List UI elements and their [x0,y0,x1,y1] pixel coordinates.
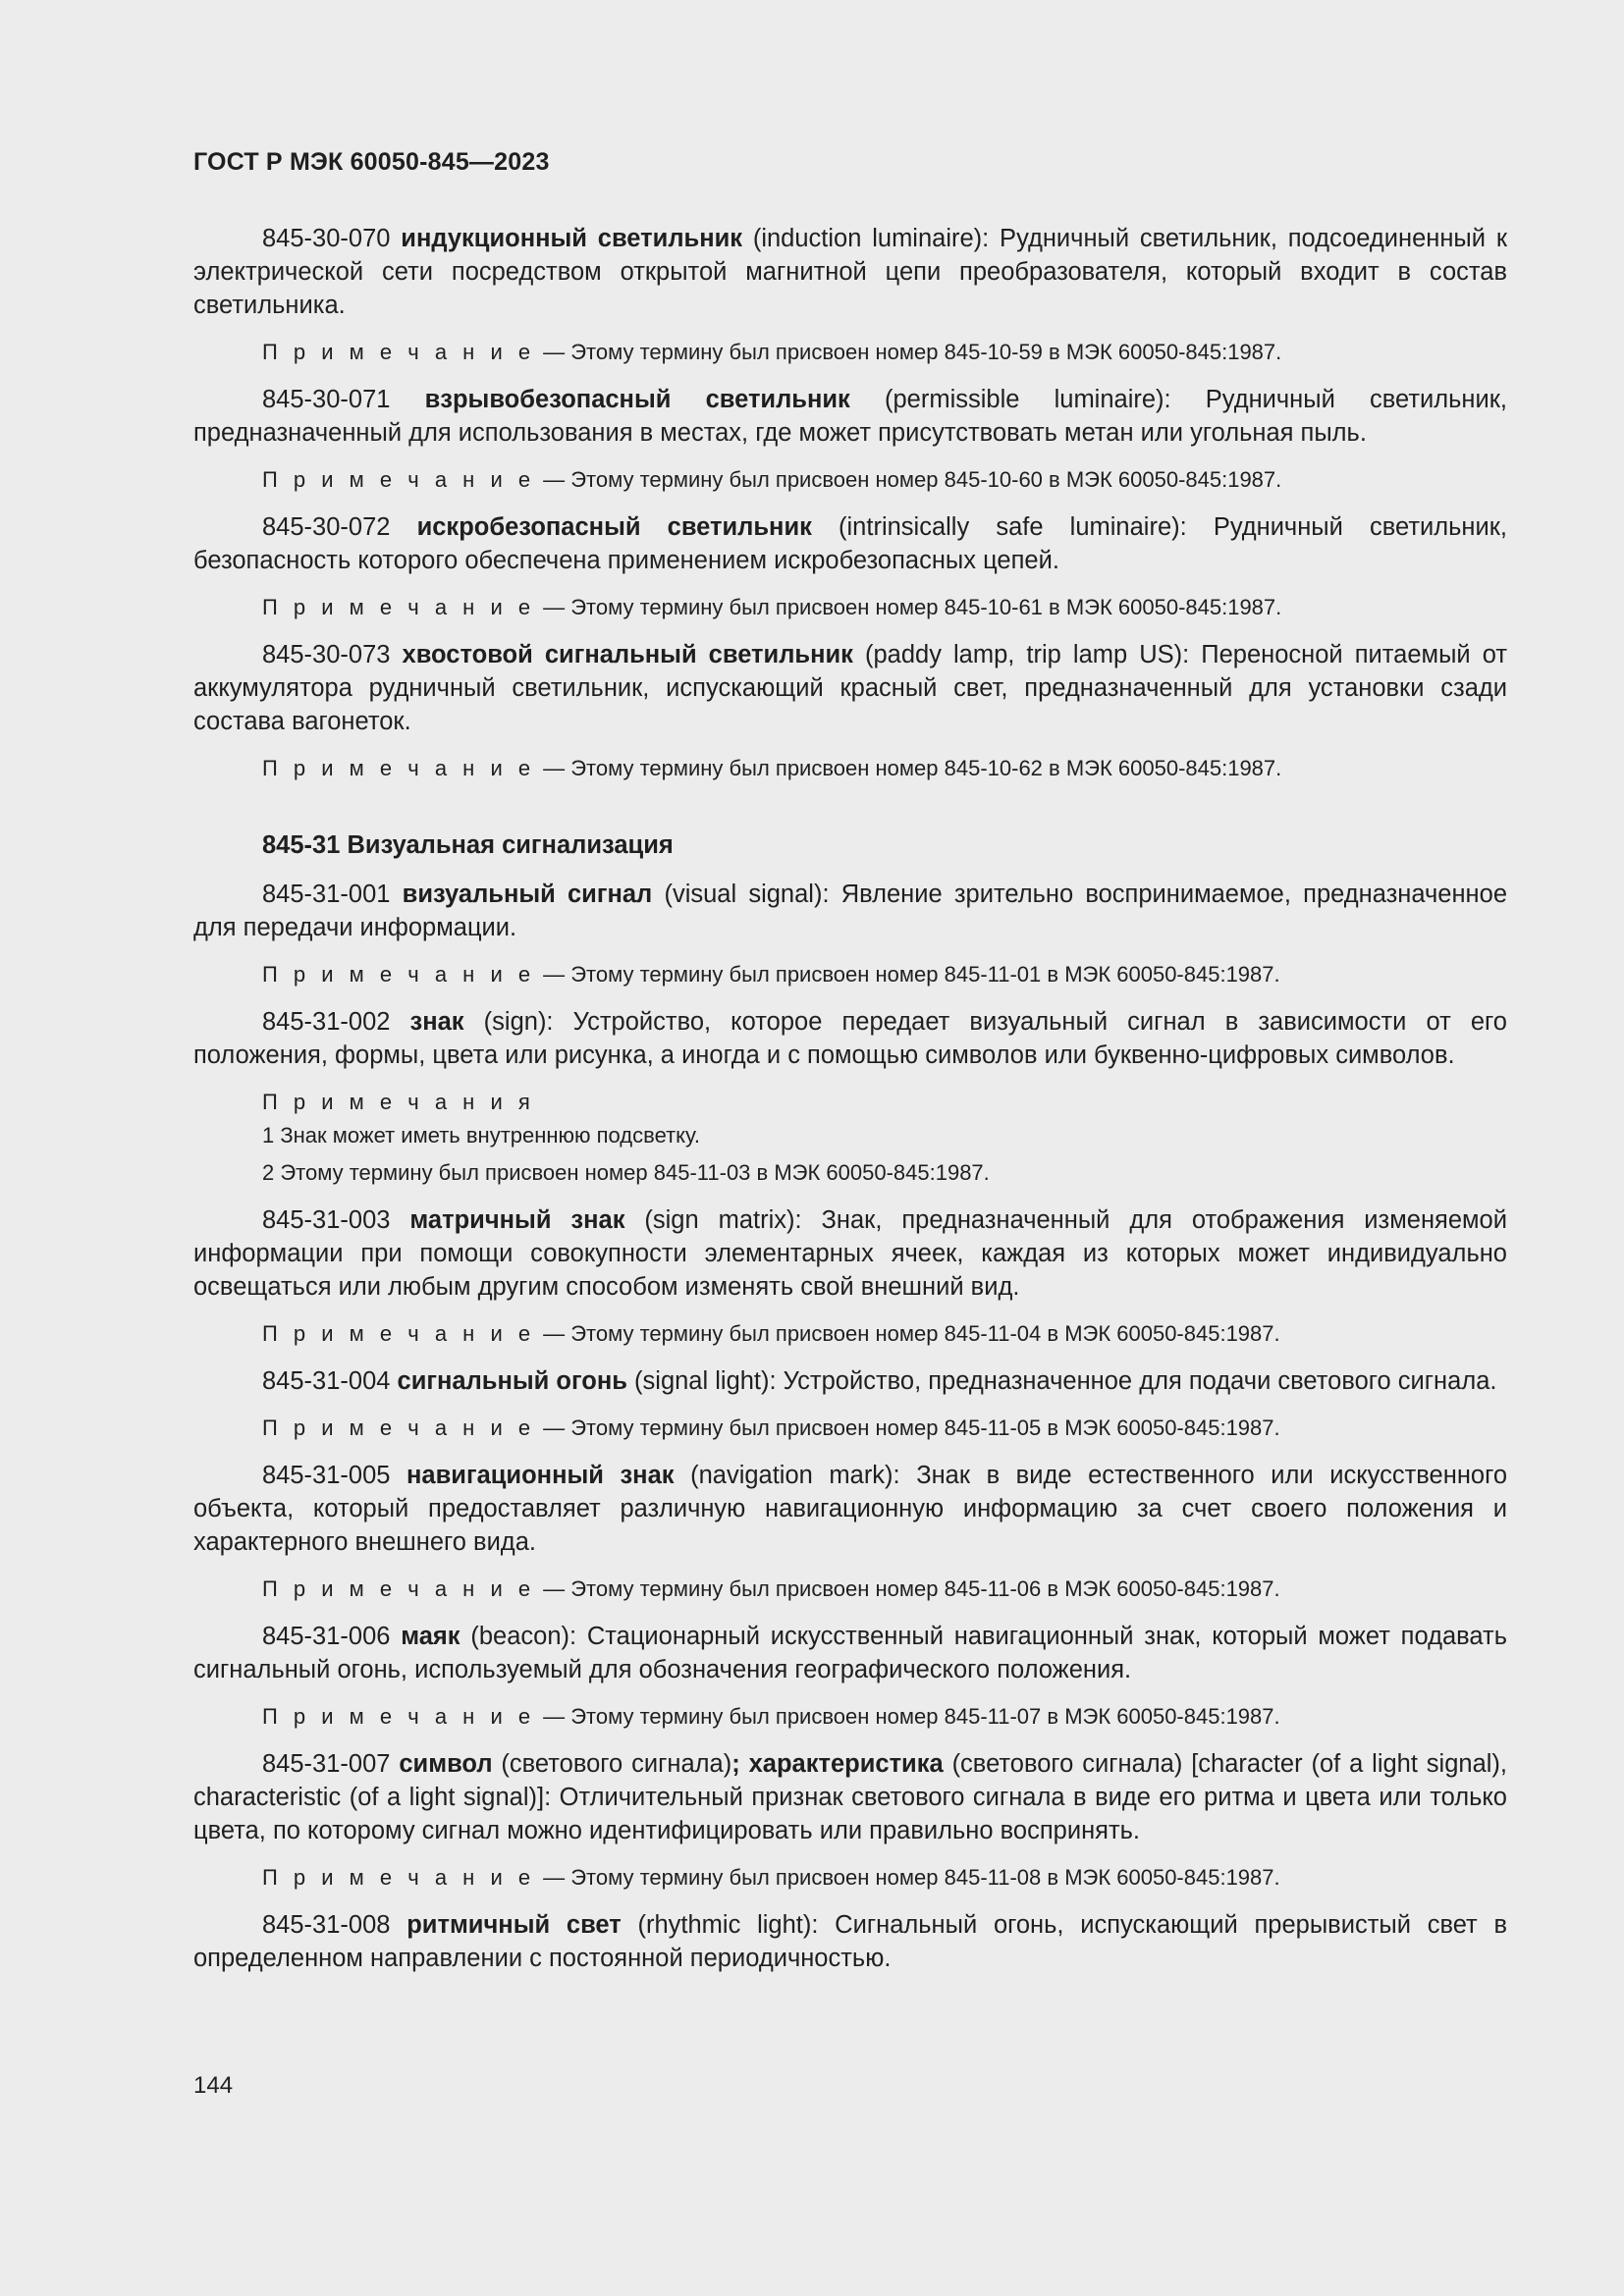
term-number: 845-30-072 [262,513,391,541]
term-name: искробезопасный светильник [416,513,812,541]
term-entry [193,1620,1507,1686]
note-text: — Этому термину был присвоен номер 845-11-01 в МЭК 60050-845:1987. [543,962,1280,987]
note-label: П р и м е ч а н и е [262,595,536,619]
term-definition: (sign matrix): Знак, предназначенный для отображения изменяемой информации при помощи совокупности элементарных ячеек, каждая из которых может индивидуально освещаться или любым другим способом изменять свой внешний вид. [193,1206,1507,1301]
notes-heading: П р и м е ч а н и я [262,1090,535,1114]
term-name: хвостовой сигнальный светильник [402,641,853,668]
note-list-item: 1 Знак может иметь внутреннюю подсветку. [262,1123,700,1148]
note-text: — Этому термину был присвоен номер 845-11-07 в МЭК 60050-845:1987. [543,1704,1280,1729]
note-text: — Этому термину был присвоен номер 845-11-08 в МЭК 60050-845:1987. [543,1865,1280,1890]
term-definition: (induction luminaire): Рудничный светильник, подсоединенный к электрической сети посредством открытой магнитной цепи преобразователя, который входит в состав светильника. [193,225,1507,319]
term-qualifier: (светового сигнала) [492,1750,732,1778]
term-number: 845-31-006 [262,1623,391,1650]
term-number: 845-31-002 [262,1008,391,1036]
term-name: взрывобезопасный светильник [424,386,850,413]
term-number: 845-30-071 [262,386,391,413]
term-definition: (beacon): Стационарный искусственный навигационный знак, который может подавать сигнальный огонь, используемый для обозначения географического положения. [193,1623,1507,1683]
note-text: — Этому термину был присвоен номер 845-10-59 в МЭК 60050-845:1987. [543,340,1282,364]
term-number: 845-31-003 [262,1206,391,1234]
note-text: — Этому термину был присвоен номер 845-10-60 в МЭК 60050-845:1987. [543,467,1282,492]
term-name-synonym: характеристика [748,1750,944,1778]
term-number: 845-31-005 [262,1462,391,1489]
term-number: 845-31-008 [262,1911,391,1939]
term-entry [193,1005,1507,1072]
note-text: — Этому термину был присвоен номер 845-11-05 в МЭК 60050-845:1987. [543,1415,1280,1440]
term-name: знак [409,1008,464,1036]
term-definition: (visual signal): Явление зрительно воспринимаемое, предназначенное для передачи информации. [193,881,1508,941]
note-label: П р и м е ч а н и е [262,962,536,987]
term-note [193,593,1507,622]
page-content [193,222,1507,1991]
term-entry [193,510,1507,577]
term-entry [193,878,1507,944]
term-number: 845-30-070 [262,225,391,252]
term-entry [193,1203,1507,1304]
term-note [193,338,1507,367]
term-name: визуальный сигнал [402,881,653,908]
term-definition: (rhythmic light): Сигнальный огонь, испускающий прерывистый свет в определенном направлении с постоянной периодичностью. [193,1911,1508,1972]
term-name: маяк [401,1623,460,1650]
term-name: навигационный знак [406,1462,675,1489]
note-label: П р и м е ч а н и е [262,1704,536,1729]
term-definition: (navigation mark): Знак в виде естественного или искусственного объекта, который предоставляет различную навигационную информацию за счет своего положения и характерного внешнего вида. [193,1462,1508,1556]
note-label: П р и м е ч а н и е [262,340,536,364]
note-text: — Этому термину был присвоен номер 845-10-61 в МЭК 60050-845:1987. [543,595,1282,619]
term-separator: ; [731,1750,749,1778]
term-name: ритмичный свет [406,1911,622,1939]
term-entry [193,1908,1507,1975]
note-text: — Этому термину был присвоен номер 845-11-04 в МЭК 60050-845:1987. [543,1321,1280,1346]
term-definition: (светового сигнала) [character (of a light signal), characteristic (of a light signal)]: Отличительный признак светового сигнала в виде его ритма и цвета или только цвета, по которому сигнал можно идентифицировать или правильно воспринять. [193,1750,1508,1844]
term-note [193,1863,1507,1893]
term-note [193,1702,1507,1732]
term-entry [193,222,1507,322]
note-label: П р и м е ч а н и е [262,1321,536,1346]
term-entry [193,383,1507,450]
term-entry [193,638,1507,738]
note-list-item: 2 Этому термину был присвоен номер 845-11-03 в МЭК 60050-845:1987. [262,1160,990,1185]
term-name: символ [399,1750,493,1778]
term-definition: (permissible luminaire): Рудничный светильник, предназначенный для использования в местах, где может присутствовать метан или угольная пыль. [193,386,1507,447]
term-note [193,754,1507,783]
note-label: П р и м е ч а н и е [262,1415,536,1440]
term-note [193,465,1507,495]
note-text: — Этому термину был присвоен номер 845-11-06 в МЭК 60050-845:1987. [543,1576,1280,1601]
term-name: индукционный светильник [401,225,743,252]
term-number: 845-30-073 [262,641,391,668]
term-entry [193,1459,1507,1559]
term-entry [193,1747,1507,1847]
term-number: 845-31-004 [262,1367,391,1395]
note-text: — Этому термину был присвоен номер 845-10-62 в МЭК 60050-845:1987. [543,756,1282,780]
term-entry [193,1364,1507,1398]
term-number: 845-31-001 [262,881,391,908]
term-name: матричный знак [409,1206,625,1234]
term-note [193,960,1507,989]
note-label: П р и м е ч а н и е [262,1865,536,1890]
term-number: 845-31-007 [262,1750,391,1778]
term-note [193,1575,1507,1604]
term-note [193,1319,1507,1349]
term-definition: (paddy lamp, trip lamp US): Переносной питаемый от аккумулятора рудничный светильник, испускающий красный свет, предназначенный для установки сзади состава вагонеток. [193,641,1507,735]
note-label: П р и м е ч а н и е [262,467,536,492]
section-heading: 845-31 Визуальная сигнализация [262,831,674,859]
term-definition: (intrinsically safe luminaire): Рудничный светильник, безопасность которого обеспечена применением искробезопасных цепей. [193,513,1507,574]
note-label: П р и м е ч а н и е [262,756,536,780]
term-definition: (signal light): Устройство, предназначенное для подачи светового сигнала. [626,1367,1497,1395]
note-label: П р и м е ч а н и е [262,1576,536,1601]
page-header: ГОСТ Р МЭК 60050-845—2023 [193,148,550,176]
page-number: 144 [193,2072,234,2099]
term-note [193,1414,1507,1443]
term-definition: (sign): Устройство, которое передает визуальный сигнал в зависимости от его положения, формы, цвета или рисунка, а иногда и с помощью символов или буквенно-цифровых символов. [193,1008,1507,1069]
term-name: сигнальный огонь [397,1367,627,1395]
